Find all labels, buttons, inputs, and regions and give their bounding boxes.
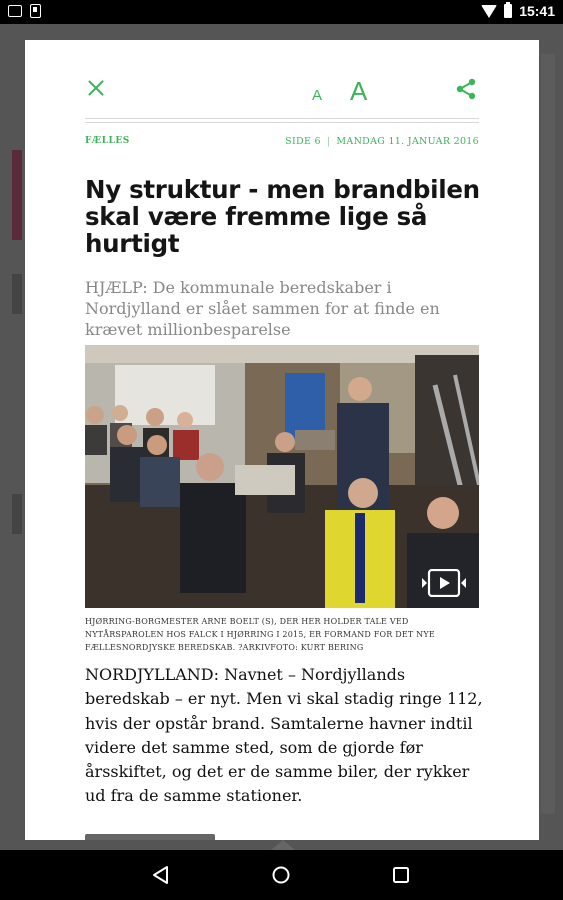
status-bar — [0, 0, 563, 24]
wifi-icon — [481, 5, 497, 18]
navigation-bar — [0, 850, 563, 900]
page-and-date — [285, 136, 479, 147]
phone-icon — [30, 4, 41, 18]
close-icon[interactable] — [87, 79, 105, 97]
background-fragment — [12, 274, 22, 314]
article-headline: Ny struktur - men brandbilen skal være fremme lige så hurtigt — [85, 175, 480, 258]
divider — [85, 118, 479, 119]
image-icon — [8, 5, 22, 17]
article-subhead: HJÆLP: De kommunale beredskaber i Nordjylland er slået sammen for at finde en krævet millionbesparelse — [85, 278, 440, 339]
publish-date: MANDAG 11. JANUAR 2016 — [336, 136, 479, 147]
article-photo[interactable] — [85, 345, 479, 608]
status-right-icons — [481, 3, 555, 19]
video-icon[interactable] — [421, 569, 467, 597]
next-paragraph-fragment — [85, 834, 215, 840]
section-label: FÆLLES — [85, 136, 130, 146]
background-fragment — [541, 54, 555, 814]
background-fragment — [12, 494, 22, 534]
home-icon[interactable] — [270, 864, 292, 886]
divider — [85, 122, 479, 123]
article-body: NORDJYLLAND: Navnet – Nordjyllands beredskab – er nyt. Men vi skal stadig ringe 112, hvis der opstår brand. Samtalerne havner indtil videre det samme sted, som de gjorde før årsskiftet, og det er de samme biler, der rykker ud fra de samme stationer. — [85, 665, 483, 806]
photo-illustration — [85, 345, 479, 608]
font-size-increase-button[interactable]: A — [350, 76, 368, 106]
recent-apps-icon[interactable] — [390, 864, 412, 886]
background-fragment — [12, 150, 22, 240]
share-icon[interactable] — [455, 78, 477, 100]
status-left-icons — [8, 5, 41, 19]
battery-icon — [504, 4, 512, 18]
status-time: 15:41 — [519, 3, 555, 19]
card-pointer — [271, 840, 295, 850]
page-number: SIDE 6 — [285, 136, 321, 147]
article-toolbar — [25, 40, 539, 120]
article-reader-card — [25, 40, 539, 840]
back-icon[interactable] — [150, 864, 172, 886]
meta-separator: | — [326, 136, 331, 147]
font-size-decrease-button[interactable]: A — [312, 87, 323, 104]
photo-caption: HJØRRING-BORGMESTER ARNE BOELT (S), DER HER HOLDER TALE VED NYTÅRSPAROLEN HOS FALCK I HJØRRING I 2015, ER FORMAND FOR DET NYE FÆLLESNORDJYSKE BEREDSKAB. ?ARKIVFOTO: KURT BERING — [85, 617, 435, 652]
article-meta — [85, 136, 479, 152]
